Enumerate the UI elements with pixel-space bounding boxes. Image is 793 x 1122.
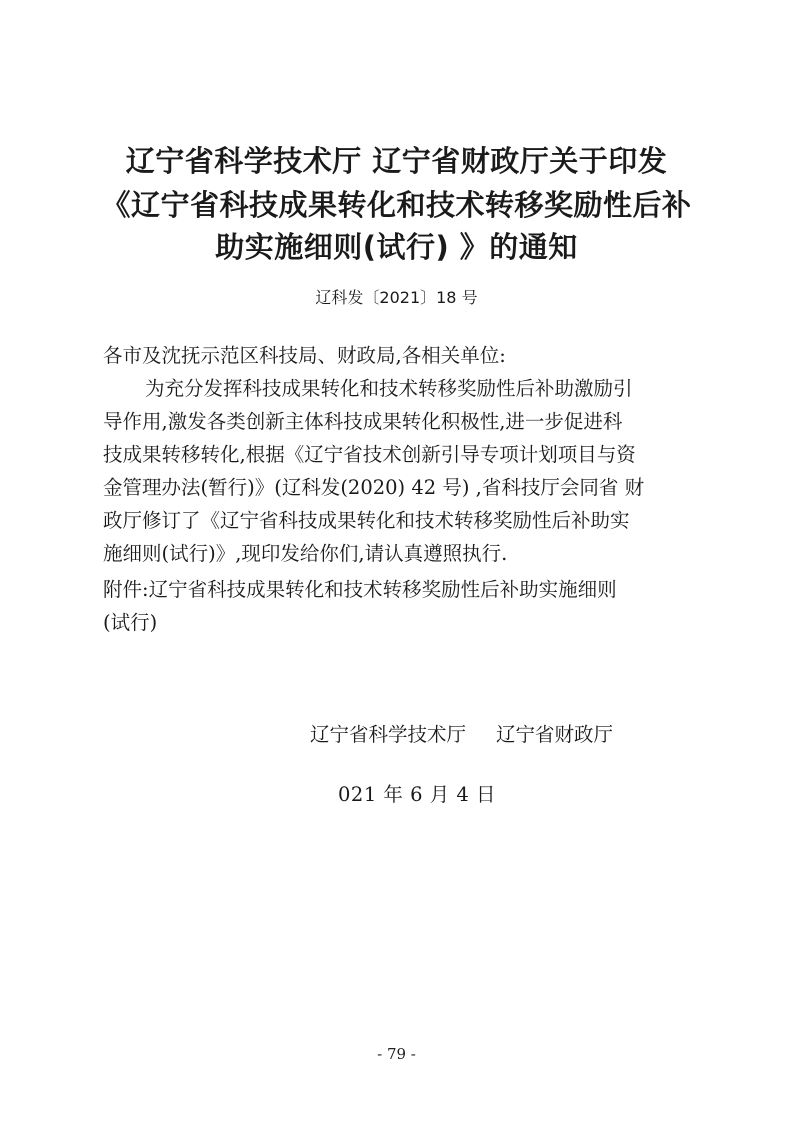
signature-block bbox=[310, 718, 613, 751]
salutation: 各市及沈抚示范区科技局、财政局,各相关单位: bbox=[103, 344, 506, 367]
body-line: 政厅修订了《辽宁省科技成果转化和技术转移奖励性后补助实 bbox=[103, 509, 630, 532]
body-line: 技成果转移转化,根据《辽宁省技术创新引导专项计划项目与资 bbox=[103, 443, 636, 466]
issue-date: 021 年 6 月 4 日 bbox=[338, 783, 497, 806]
document-title-line-3: 助实施细则(试行) 》的通知 bbox=[215, 230, 578, 264]
attachment-line: 附件:辽宁省科技成果转化和技术转移奖励性后补助实施细则 bbox=[103, 578, 617, 601]
body-paragraph bbox=[103, 372, 703, 570]
document-title-line-2: 《辽宁省科技成果转化和技术转移奖励性后补 bbox=[101, 188, 692, 222]
body-line: 导作用,激发各类创新主体科技成果转化积极性,进一步促进科 bbox=[103, 410, 623, 433]
body-line: 为充分发挥科技成果转化和技术转移奖励性后补助激励引 bbox=[145, 377, 633, 400]
document-number: 辽科发〔2021〕18 号 bbox=[315, 288, 478, 307]
signer-science-department: 辽宁省科学技术厅 bbox=[310, 723, 467, 746]
attachment-line: (试行) bbox=[103, 611, 158, 634]
page-number: - 79 - bbox=[377, 1045, 416, 1063]
signer-finance-department: 辽宁省财政厅 bbox=[496, 723, 614, 746]
body-line: 施细则(试行)》,现印发给你们,请认真遵照执行. bbox=[103, 542, 508, 565]
attachment-note bbox=[103, 573, 713, 639]
document-title-line-1: 辽宁省科学技术厅 辽宁省财政厅关于印发 bbox=[125, 144, 668, 178]
body-line: 金管理办法(暂行)》(辽科发(2020) 42 号) ,省科技厅会同省 财 bbox=[103, 476, 645, 499]
